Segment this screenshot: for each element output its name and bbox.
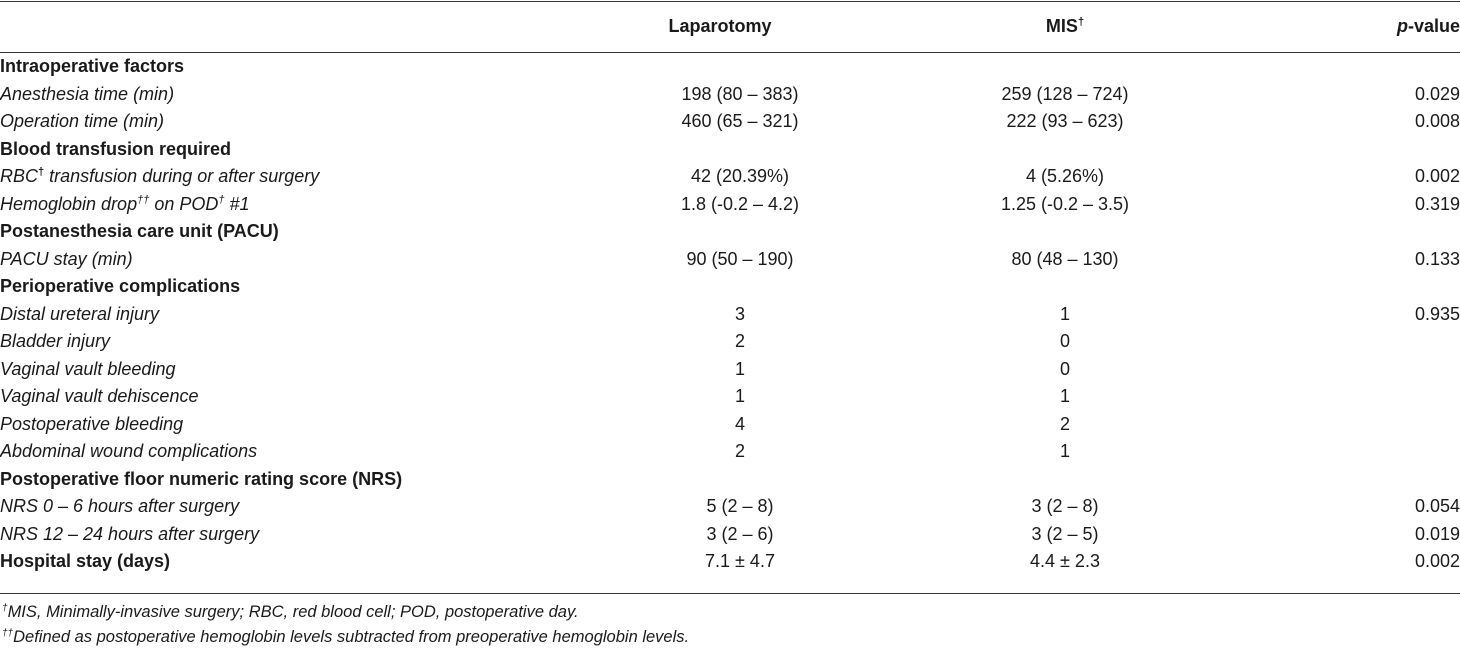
section-row-pacu <box>0 218 1460 246</box>
row-label: PACU stay (min) <box>0 248 133 269</box>
table-row <box>0 191 1460 219</box>
row-label: Anesthesia time (min) <box>0 83 175 104</box>
header-label <box>0 0 555 53</box>
table-row <box>0 493 1460 521</box>
cell-laparotomy: 5 (2 – 8) <box>706 496 774 516</box>
cell-laparotomy: 3 <box>734 303 745 324</box>
row-label <box>0 163 555 191</box>
cell-mis: 1 <box>1059 441 1070 461</box>
footnote-1 <box>2 600 689 625</box>
table-row <box>0 108 1460 136</box>
row-label-sup: † <box>38 166 45 178</box>
cell-laparotomy: 2 <box>734 331 745 351</box>
cell-mis: 4 (5.26%) <box>1025 166 1105 186</box>
row-label <box>0 191 555 219</box>
cell-pvalue <box>1205 328 1460 356</box>
section-label: Postanesthesia care unit (PACU) <box>0 221 279 241</box>
cell-laparotomy: 90 (50 – 190) <box>686 248 794 269</box>
table-row <box>0 438 1460 466</box>
footnote-1-sup: † <box>2 603 8 614</box>
cell-mis: 1.25 (-0.2 – 3.5) <box>1000 193 1130 214</box>
cell-pvalue: 0.319 <box>1414 193 1460 214</box>
table-bottom-rule <box>0 593 1460 594</box>
cell-laparotomy: 3 (2 – 6) <box>706 523 774 544</box>
table-row <box>0 328 1460 356</box>
row-label: Bladder injury <box>0 331 111 351</box>
table-header-row <box>0 0 1460 53</box>
cell-pvalue: 0.019 <box>1414 523 1460 544</box>
cell-pvalue: 0.935 <box>1414 303 1460 324</box>
header-mis-sup: † <box>1077 15 1085 28</box>
row-label-text: on POD <box>149 193 219 214</box>
header-pvalue-italic: p <box>1396 15 1408 36</box>
footnote-2-text: Defined as postoperative hemoglobin levels subtracted from preoperative hemoglobin levels. <box>13 628 690 646</box>
cell-pvalue: 0.002 <box>1414 166 1460 186</box>
table-row-hospital-stay <box>0 548 1460 576</box>
cell-mis: 259 (128 – 724) <box>1001 83 1129 104</box>
header-mis <box>925 0 1205 53</box>
cell-pvalue <box>1205 438 1460 466</box>
row-label-text: transfusion during or after surgery <box>44 166 320 186</box>
cell-mis: 3 (2 – 8) <box>1031 496 1099 516</box>
cell-mis: 80 (48 – 130) <box>1011 248 1119 269</box>
row-label: Distal ureteral injury <box>0 303 160 324</box>
header-pvalue-text: -value <box>1407 15 1460 36</box>
cell-mis: 1 <box>1059 386 1070 406</box>
cell-mis: 0 <box>1059 331 1070 351</box>
table-row <box>0 383 1460 411</box>
cell-laparotomy: 1.8 (-0.2 – 4.2) <box>680 193 800 214</box>
row-label-text: #1 <box>224 193 250 214</box>
cell-mis: 3 (2 – 5) <box>1031 523 1099 544</box>
table-row <box>0 81 1460 109</box>
cell-pvalue: 0.029 <box>1414 83 1460 104</box>
cell-mis: 2 <box>1059 413 1070 434</box>
section-label: Postoperative floor numeric rating score (NRS) <box>0 468 403 489</box>
cell-laparotomy: 2 <box>734 441 745 461</box>
cell-pvalue: 0.008 <box>1414 111 1460 131</box>
table-row <box>0 246 1460 274</box>
cell-pvalue <box>1205 411 1460 439</box>
header-pvalue <box>1205 0 1460 53</box>
cell-laparotomy: 1 <box>734 358 745 379</box>
cell-laparotomy: 7.1 ± 4.7 <box>705 551 775 571</box>
table-footnotes <box>2 600 689 650</box>
section-label: Perioperative complications <box>0 276 241 296</box>
table-row <box>0 411 1460 439</box>
row-label-text: Hemoglobin drop <box>0 193 138 214</box>
section-label: Intraoperative factors <box>0 56 185 76</box>
header-laparotomy <box>555 0 925 53</box>
header-mis-text: MIS <box>1045 15 1078 36</box>
section-row-nrs <box>0 466 1460 494</box>
footnote-2 <box>2 625 689 650</box>
row-label-sup: † <box>218 193 225 206</box>
cell-laparotomy: 198 (80 – 383) <box>681 83 799 104</box>
cell-pvalue <box>1205 356 1460 384</box>
row-label: Vaginal vault bleeding <box>0 358 176 379</box>
row-label: NRS 12 – 24 hours after surgery <box>0 523 260 544</box>
cell-laparotomy: 42 (20.39%) <box>690 166 790 186</box>
row-label: NRS 0 – 6 hours after surgery <box>0 496 240 516</box>
cell-pvalue: 0.133 <box>1414 248 1460 269</box>
table-row <box>0 163 1460 191</box>
table-row <box>0 356 1460 384</box>
row-label-sup: †† <box>137 193 150 206</box>
table-row <box>0 301 1460 329</box>
cell-pvalue <box>1205 383 1460 411</box>
table-row <box>0 521 1460 549</box>
row-label: Operation time (min) <box>0 111 165 131</box>
row-label: Vaginal vault dehiscence <box>0 386 199 406</box>
row-label: Postoperative bleeding <box>0 413 184 434</box>
header-laparotomy-text: Laparotomy <box>668 15 772 36</box>
cell-mis: 4.4 ± 2.3 <box>1030 551 1100 571</box>
cell-pvalue: 0.054 <box>1414 496 1460 516</box>
footnote-2-sup: †† <box>2 628 14 639</box>
cell-laparotomy: 460 (65 – 321) <box>681 111 799 131</box>
row-label-text: RBC <box>0 166 39 186</box>
row-label: Abdominal wound complications <box>0 441 258 461</box>
cell-laparotomy: 4 <box>734 413 745 434</box>
section-label: Blood transfusion required <box>0 138 232 159</box>
cell-mis: 222 (93 – 623) <box>1006 111 1124 131</box>
cell-mis: 0 <box>1059 358 1070 379</box>
cell-mis: 1 <box>1059 303 1070 324</box>
footnote-1-text: MIS, Minimally-invasive surgery; RBC, red blood cell; POD, postoperative day. <box>7 603 579 621</box>
cell-pvalue: 0.002 <box>1414 551 1460 571</box>
cell-laparotomy: 1 <box>734 386 745 406</box>
section-row-intraoperative <box>0 53 1460 81</box>
row-label: Hospital stay (days) <box>0 551 171 571</box>
section-row-blood-transfusion <box>0 136 1460 164</box>
section-row-complications <box>0 273 1460 301</box>
